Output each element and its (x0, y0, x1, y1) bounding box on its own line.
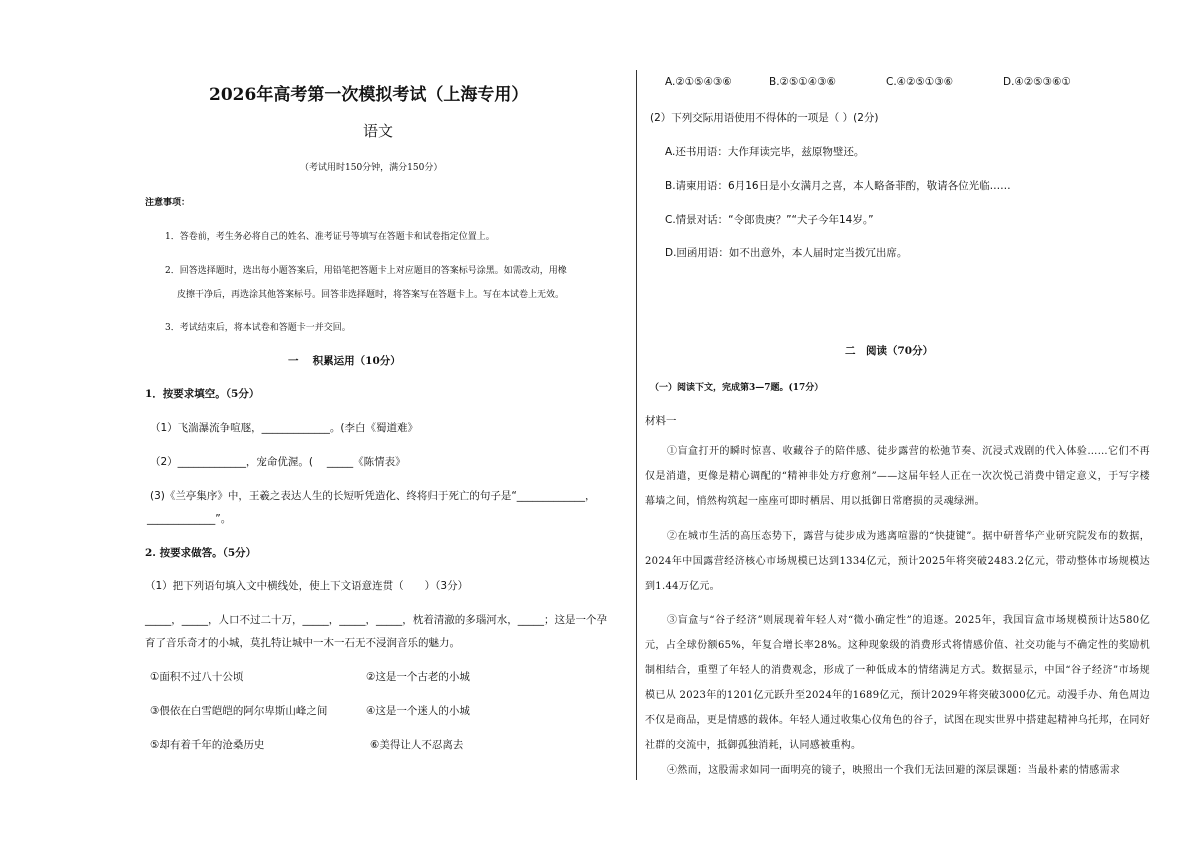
choice-a: A.②①⑤④③⑥ (665, 76, 732, 88)
notice-item: 2．回答选择题时，选出每小题答案后，用铅笔把答题卡上对应题目的答案标号涂黑。如需改动，用橡 (165, 266, 567, 276)
column-divider (636, 70, 637, 780)
question-1-line: （1）飞湍瀑流争喧豗，_____________。(李白《蜀道难》 (150, 422, 419, 434)
sub2-option: B.请柬用语：6月16日是小女满月之喜，本人略备菲酌，敬请各位光临…… (665, 180, 1011, 192)
option-item: ①面积不过八十公顷 (150, 671, 244, 683)
material-label: 材料一 (645, 415, 677, 427)
question-2-sub1: （1）把下列语句填入文中横线处，使上下文语意连贯（ ）（3分） (145, 580, 469, 592)
reading-paragraph: ②在城市生活的高压态势下，露营与徒步成为逃离喧嚣的“快捷键”。据中研普华产业研究院发布的数据，2024年中国露营经济核心市场规模已达到1334亿元，预计2025年将突破2483.2亿元，带动整体市场规模达到1.44万亿元。 (645, 531, 1150, 592)
reading-paragraph: ③盲盒与“谷子经济”则展现着年轻人对“微小确定性”的追逐。2025年，我国盲盒市场规模预计达580亿元，占全球份额65%，年复合增长率28%。这种现象级的消费形式将情感价值、社交功能与不确定性的奖励机制相结合，重塑了年轻人的消费观念，形成了一种低成本的情绪满足方式。数据显示，中国“谷子经济”市场规模已从 2023年的1201亿元跃升至2024年的1689亿元，预计2029年将突破3000亿元。动漫手办、角色周边不仅是商品，更是情感的载体。年轻人通过收集心仪角色的谷子，试图在现实世界中搭建起精神乌托邦，在同好社群的交流中，抵御孤独消耗，认同感被重构。 (645, 615, 1150, 751)
sub2-option: D.回函用语：如不出意外，本人届时定当拨冗出席。 (665, 247, 908, 259)
choice-d: D.④②⑤③⑥① (1003, 76, 1071, 88)
question-1-line: （2）_____________，宠命优渥。( _____《陈情表》 (150, 456, 406, 468)
subject-title: 语文 (363, 122, 394, 140)
section-heading-1: 一 积累运用（10分） (288, 355, 401, 367)
option-item: ③偎依在白雪皑皑的阿尔卑斯山峰之间 (150, 705, 328, 717)
question-2-stem: 2. 按要求做答。（5分） (145, 547, 257, 559)
choice-c: C.④②⑤①③⑥ (886, 76, 954, 88)
sub2-option: C.情景对话：“令郎贵庚？”“犬子今年14岁。” (665, 214, 874, 226)
notice-item: 1．答卷前，考生务必将自己的姓名、准考证号等填写在答题卡和试卷指定位置上。 (165, 232, 495, 242)
choice-b: B.②⑤①④③⑥ (769, 76, 837, 88)
option-item: ⑥美得让人不忍离去 (370, 739, 464, 751)
sub2-option: A.还书用语：大作拜读完毕，兹原物璧还。 (665, 146, 865, 158)
reading-paragraph: ①盲盒打开的瞬时惊喜、收藏谷子的陪伴感、徒步露营的松弛节奏、沉浸式戏剧的代入体验……它们不再仅是消遣，更像是精心调配的“精神非处方疗愈剂”——这届年轻人正在一次次悦己消费中错定意义，于写字楼幕墙之间，悄然构筑起一座座可即时栖居、用以抵御日常磨损的灵魂绿洲。 (645, 446, 1150, 507)
option-item: ④这是一个迷人的小城 (366, 705, 470, 717)
exam-info: （考试用时150分钟，满分150分） (300, 163, 443, 173)
question-2-passage: 育了音乐奇才的小城，莫扎特让城中一木一石无不浸润音乐的魅力。 (145, 637, 460, 649)
question-2-passage: _____，_____，人口不过二十万，_____，_____，_____，枕着清澈的多瑙河水，_____；这是一个孕 (145, 614, 607, 626)
section-heading-2: 二 阅读（70分） (845, 345, 934, 357)
question-1-line: (3)《兰亭集序》中，王羲之表达人生的长短听凭造化、终将归于死亡的句子是“_____________， (150, 490, 596, 502)
reading-intro: （一）阅读下文，完成第3—7题。(17分） (650, 383, 824, 393)
reading-paragraph: ④然而，这股需求如同一面明亮的镜子，映照出一个我们无法回避的深层课题：当最朴素的情感需求 (667, 765, 1121, 776)
question-2-sub2: (2）下列交际用语使用不得体的一项是（ ）(2分) (650, 112, 879, 124)
notice-heading: 注意事项： (145, 198, 191, 208)
question-1-line: _____________”。 (147, 513, 232, 525)
option-item: ②这是一个古老的小城 (366, 671, 470, 683)
page-title: 2026年高考第一次模拟考试（上海专用） (209, 85, 529, 105)
notice-item: 3．考试结束后，将本试卷和答题卡一并交回。 (165, 323, 351, 333)
option-item: ⑤却有着千年的沧桑历史 (150, 739, 265, 751)
question-1-stem: 1．按要求填空。（5分） (145, 388, 260, 400)
notice-item-continued: 皮擦干净后，再选涂其他答案标号。回答非选择题时，将答案写在答题卡上。写在本试卷上无效。 (177, 290, 565, 300)
